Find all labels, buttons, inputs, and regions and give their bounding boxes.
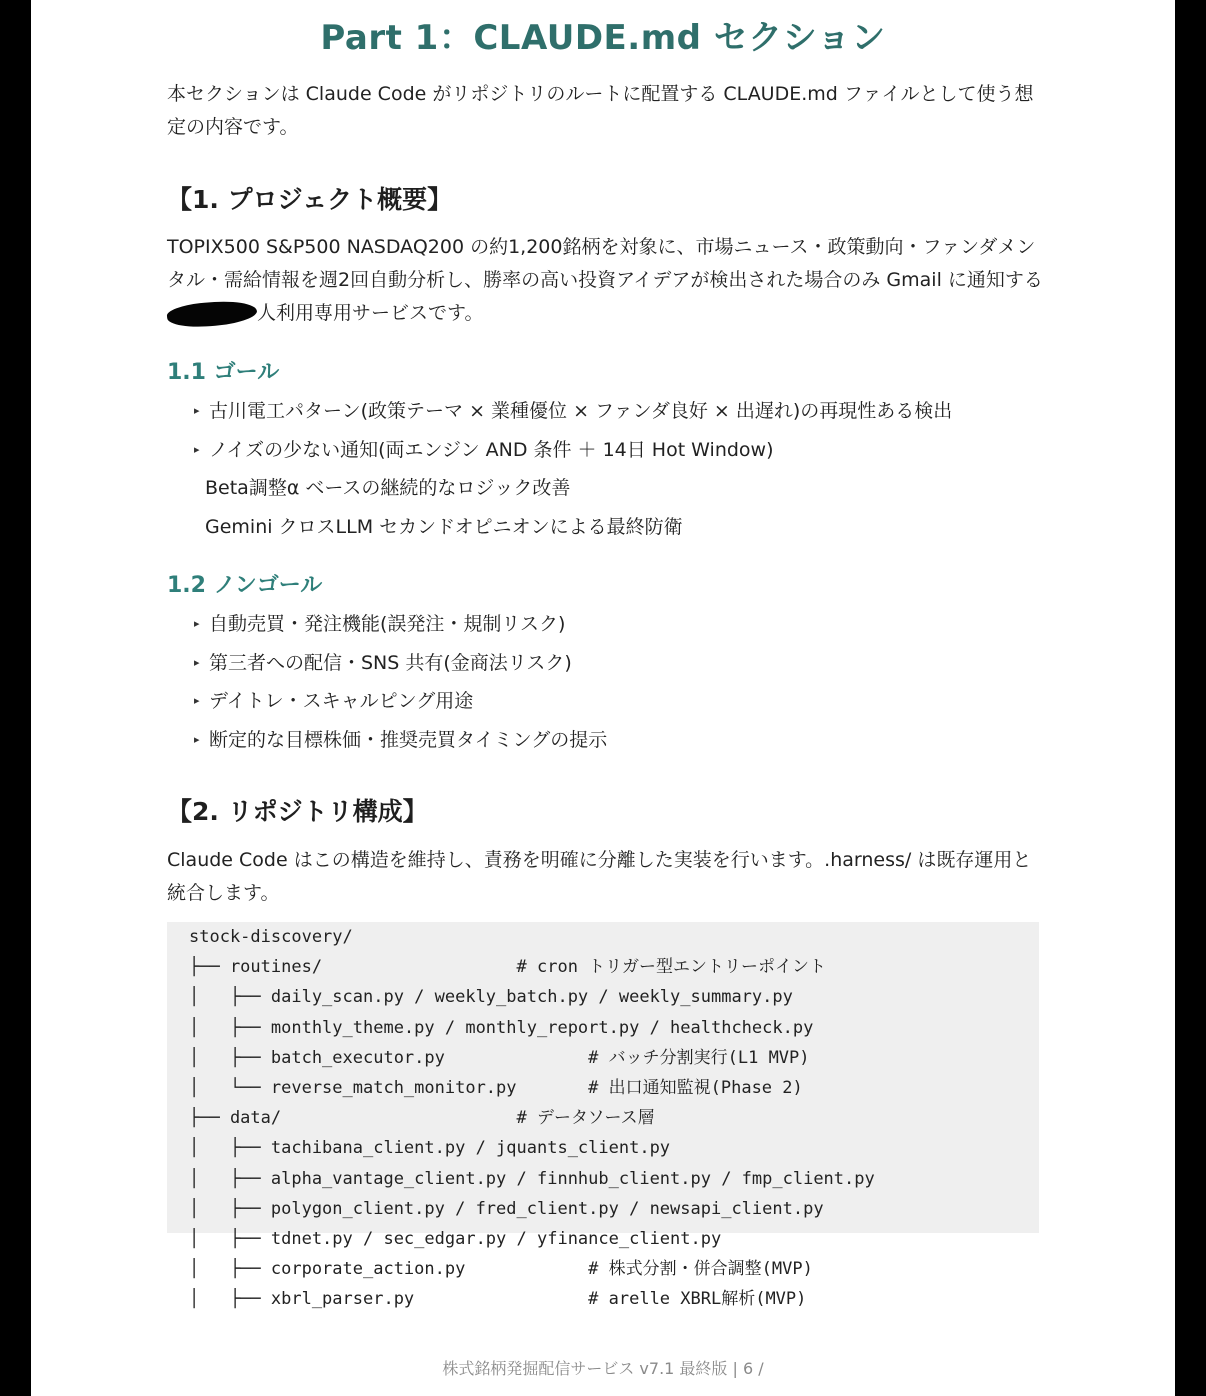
bullet-icon: ▸ [194,404,200,417]
bullet-icon: ▸ [194,732,200,746]
nongoal-list [167,605,1047,759]
repository-tree [189,922,1089,1314]
tree-line: │ ├── tdnet.py / sec_edgar.py / yfinance_client.py [189,1228,722,1249]
goal-item-text: Gemini クロスLLM セカンドオピニオンによる最終防衛 [205,515,683,538]
bullet-icon: ▸ [194,655,200,669]
tree-line: │ ├── alpha_vantage_client.py / finnhub_client.py / fmp_client.py [189,1168,875,1189]
section1-description-end: 人利用専用サービスです。 [257,302,484,324]
goal-list [167,392,1047,546]
tree-line: │ ├── corporate_action.py # 株式分割・併合調整(MVP) [189,1259,813,1280]
tree-line: ├── data/ # データソース層 [189,1108,655,1129]
intro-paragraph: 本セクションは Claude Code がリポジトリのルートに配置する CLAUDE.md ファイルとして使う想定の内容です。 [167,83,1034,138]
tree-line: │ ├── polygon_client.py / fred_client.py / newsapi_client.py [189,1198,824,1219]
bullet-icon: ▸ [194,442,200,456]
goal-heading: 1.1 ゴール [167,360,280,385]
goal-item [167,431,1047,470]
bullet-icon: ▸ [194,694,200,707]
page-title: Part 1：CLAUDE.md セクション [320,18,886,58]
tree-line: │ └── reverse_match_monitor.py # 出口通知監視(Phase 2) [189,1077,803,1098]
tree-line: stock-discovery/ [189,927,353,947]
nongoal-item-text: デイトレ・スキャルピング用途 [209,690,474,712]
bullet-icon: ▸ [194,617,200,630]
section1-heading: 【1. プロジェクト概要】 [167,185,453,214]
nongoal-item [167,721,1047,760]
goal-item-plain [167,508,1047,547]
goal-item-text: 古川電工パターン(政策テーマ × 業種優位 × ファンダ良好 × 出遅れ)の再現性ある検出 [209,400,953,422]
goal-item-plain [167,469,1047,508]
tree-line: │ ├── xbrl_parser.py # arelle XBRL解析(MVP) [189,1289,807,1310]
section1-description-text: TOPIX500 S&P500 NASDAQ200 の約1,200銘柄を対象に、市場ニュース・政策動向・ファンダメンタル・需給情報を週2回自動分析し、勝率の高い投資アイデアが検出された場合のみ Gmail に通知する [167,236,1043,291]
nongoal-item-text: 自動売買・発注機能(誤発注・規制リスク) [209,613,566,635]
nongoal-heading: 1.2 ノンゴール [167,573,323,598]
nongoal-item [167,605,1047,644]
nongoal-item-text: 断定的な目標株価・推奨売買タイミングの提示 [209,728,608,751]
tree-line: ├── routines/ # cron トリガー型エントリーポイント [189,957,826,978]
redaction-mark [166,297,258,330]
nongoal-item [167,682,1047,721]
section1-description [167,231,1047,330]
tree-line: │ ├── monthly_theme.py / monthly_report.py / healthcheck.py [189,1017,814,1038]
tree-line: │ ├── tachibana_client.py / jquants_client.py [189,1138,671,1159]
nongoal-item-text: 第三者への配信・SNS 共有(金商法リスク) [209,651,572,674]
goal-item-text: Beta調整α ベースの継続的なロジック改善 [205,477,571,499]
tree-line: │ ├── batch_executor.py # バッチ分割実行(L1 MVP) [189,1047,810,1068]
nongoal-item [167,644,1047,683]
goal-item [167,392,1047,431]
section2-heading: 【2. リポジトリ構成】 [167,797,428,826]
page-footer: 株式銘柄発掘配信サービス v7.1 最終版 | 6 / [442,1359,764,1378]
section2-description: Claude Code はこの構造を維持し、責務を明確に分離した実装を行います。.harness/ は既存運用と統合します。 [167,849,1032,904]
tree-line: │ ├── daily_scan.py / weekly_batch.py / weekly_summary.py [189,987,793,1008]
goal-item-text: ノイズの少ない通知(両エンジン AND 条件 ＋ 14日 Hot Window) [209,438,774,461]
